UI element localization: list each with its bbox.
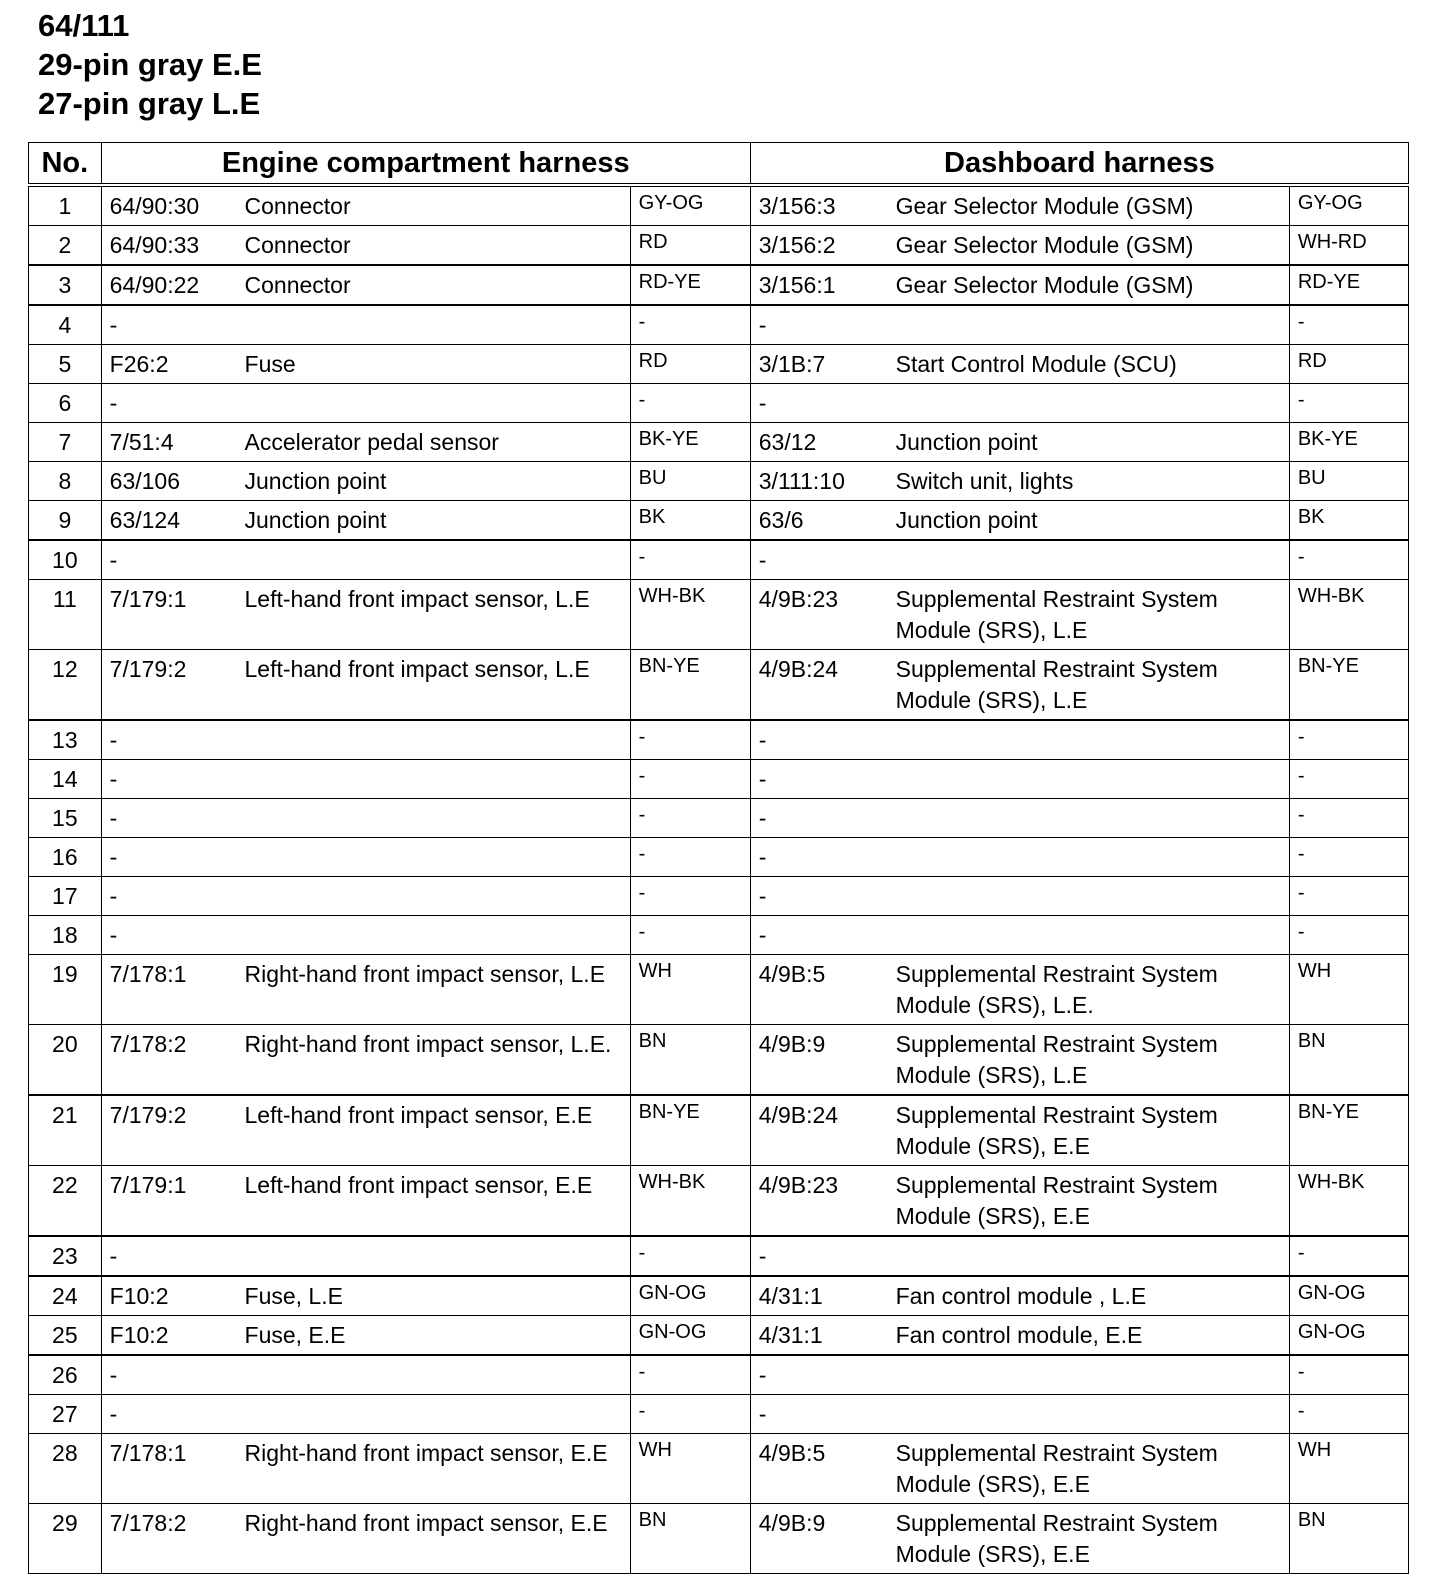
table-row xyxy=(29,916,1409,955)
dashboard-wire-color: WH xyxy=(1289,1434,1408,1504)
engine-ref: - xyxy=(101,1236,244,1276)
dashboard-ref: 3/156:1 xyxy=(750,265,895,305)
dashboard-description xyxy=(896,877,1290,916)
engine-ref: 7/179:2 xyxy=(101,650,244,721)
engine-wire-color: - xyxy=(630,1355,750,1395)
engine-wire-color: - xyxy=(630,540,750,580)
engine-description: Left-hand front impact sensor, L.E xyxy=(245,650,631,721)
table-row xyxy=(29,1166,1409,1237)
dashboard-ref: 4/9B:23 xyxy=(750,580,895,650)
dashboard-wire-color: BK-YE xyxy=(1289,423,1408,462)
dashboard-wire-color: - xyxy=(1289,1395,1408,1434)
engine-ref: 64/90:22 xyxy=(101,265,244,305)
dashboard-wire-color: GY-OG xyxy=(1289,185,1408,226)
engine-ref: - xyxy=(101,1355,244,1395)
dashboard-description xyxy=(896,838,1290,877)
pin-number: 5 xyxy=(29,345,102,384)
dashboard-ref: 63/6 xyxy=(750,501,895,541)
dashboard-description xyxy=(896,384,1290,423)
table-row xyxy=(29,226,1409,266)
dashboard-ref: 4/31:1 xyxy=(750,1276,895,1316)
dashboard-ref: 4/9B:24 xyxy=(750,1095,895,1166)
table-row xyxy=(29,305,1409,345)
dashboard-wire-color: - xyxy=(1289,877,1408,916)
engine-wire-color: - xyxy=(630,1395,750,1434)
pin-number: 8 xyxy=(29,462,102,501)
dashboard-wire-color: - xyxy=(1289,838,1408,877)
dashboard-ref: 4/31:1 xyxy=(750,1316,895,1356)
dashboard-description xyxy=(896,720,1290,760)
dashboard-ref: - xyxy=(750,720,895,760)
engine-wire-color: - xyxy=(630,877,750,916)
dashboard-ref: - xyxy=(750,384,895,423)
table-row xyxy=(29,1095,1409,1166)
table-row xyxy=(29,1504,1409,1574)
engine-description: Left-hand front impact sensor, L.E xyxy=(245,580,631,650)
engine-ref: F10:2 xyxy=(101,1276,244,1316)
pin-number: 7 xyxy=(29,423,102,462)
dashboard-wire-color: - xyxy=(1289,540,1408,580)
table-row xyxy=(29,580,1409,650)
engine-description xyxy=(245,1236,631,1276)
engine-ref: - xyxy=(101,760,244,799)
dashboard-ref: - xyxy=(750,1236,895,1276)
dashboard-ref: - xyxy=(750,1355,895,1395)
dashboard-ref: 3/156:2 xyxy=(750,226,895,266)
engine-description: Connector xyxy=(245,185,631,226)
dashboard-wire-color: WH-BK xyxy=(1289,580,1408,650)
engine-wire-color: BN xyxy=(630,1025,750,1096)
engine-wire-color: BN xyxy=(630,1504,750,1574)
dashboard-ref: 4/9B:24 xyxy=(750,650,895,721)
dashboard-wire-color: - xyxy=(1289,1236,1408,1276)
pin-number: 15 xyxy=(29,799,102,838)
connector-variant-ee: 29-pin gray E.E xyxy=(38,47,262,82)
pin-number: 9 xyxy=(29,501,102,541)
table-row xyxy=(29,720,1409,760)
dashboard-ref: 4/9B:9 xyxy=(750,1025,895,1096)
table-row xyxy=(29,799,1409,838)
engine-description: Connector xyxy=(245,226,631,266)
engine-wire-color: - xyxy=(630,720,750,760)
engine-wire-color: - xyxy=(630,384,750,423)
engine-wire-color: BN-YE xyxy=(630,650,750,721)
dashboard-description: Fan control module , L.E xyxy=(896,1276,1290,1316)
connector-id: 64/111 xyxy=(38,8,130,43)
pin-number: 6 xyxy=(29,384,102,423)
dashboard-description xyxy=(896,916,1290,955)
engine-wire-color: BN-YE xyxy=(630,1095,750,1166)
connector-title xyxy=(38,6,262,123)
table-row xyxy=(29,185,1409,226)
table-body xyxy=(29,185,1409,1574)
engine-description: Connector xyxy=(245,265,631,305)
dashboard-description: Supplemental Restraint System Module (SRS), L.E. xyxy=(896,955,1290,1025)
engine-wire-color: WH xyxy=(630,1434,750,1504)
pin-number: 18 xyxy=(29,916,102,955)
engine-description xyxy=(245,916,631,955)
engine-description: Right-hand front impact sensor, E.E xyxy=(245,1504,631,1574)
pin-number: 20 xyxy=(29,1025,102,1096)
pin-number: 12 xyxy=(29,650,102,721)
engine-description: Left-hand front impact sensor, E.E xyxy=(245,1166,631,1237)
dashboard-wire-color: RD xyxy=(1289,345,1408,384)
dashboard-ref: - xyxy=(750,799,895,838)
dashboard-wire-color: BK xyxy=(1289,501,1408,541)
dashboard-wire-color: RD-YE xyxy=(1289,265,1408,305)
engine-description: Junction point xyxy=(245,462,631,501)
table-row xyxy=(29,1236,1409,1276)
engine-description xyxy=(245,799,631,838)
pin-number: 1 xyxy=(29,185,102,226)
engine-ref: 7/178:2 xyxy=(101,1504,244,1574)
engine-wire-color: GN-OG xyxy=(630,1316,750,1356)
dashboard-wire-color: - xyxy=(1289,916,1408,955)
engine-ref: 7/178:1 xyxy=(101,955,244,1025)
table-row xyxy=(29,838,1409,877)
dashboard-description xyxy=(896,540,1290,580)
engine-description xyxy=(245,760,631,799)
engine-ref: - xyxy=(101,1395,244,1434)
dashboard-wire-color: WH xyxy=(1289,955,1408,1025)
pin-number: 25 xyxy=(29,1316,102,1356)
engine-wire-color: - xyxy=(630,1236,750,1276)
pin-number: 10 xyxy=(29,540,102,580)
table-row xyxy=(29,1025,1409,1096)
engine-wire-color: - xyxy=(630,760,750,799)
pin-number: 16 xyxy=(29,838,102,877)
table-row xyxy=(29,650,1409,721)
dashboard-description xyxy=(896,1395,1290,1434)
engine-description xyxy=(245,877,631,916)
dashboard-wire-color: - xyxy=(1289,799,1408,838)
dashboard-description: Supplemental Restraint System Module (SRS), E.E xyxy=(896,1095,1290,1166)
dashboard-wire-color: GN-OG xyxy=(1289,1276,1408,1316)
dashboard-ref: 3/156:3 xyxy=(750,185,895,226)
engine-description xyxy=(245,540,631,580)
table-row xyxy=(29,1276,1409,1316)
engine-ref: F10:2 xyxy=(101,1316,244,1356)
engine-ref: 7/179:1 xyxy=(101,1166,244,1237)
engine-ref: - xyxy=(101,384,244,423)
dashboard-ref: - xyxy=(750,877,895,916)
pinout-table xyxy=(28,142,1409,1574)
engine-ref: - xyxy=(101,720,244,760)
pin-number: 23 xyxy=(29,1236,102,1276)
pin-number: 3 xyxy=(29,265,102,305)
dashboard-description: Gear Selector Module (GSM) xyxy=(896,185,1290,226)
engine-ref: 63/124 xyxy=(101,501,244,541)
engine-description: Left-hand front impact sensor, E.E xyxy=(245,1095,631,1166)
dashboard-description: Supplemental Restraint System Module (SRS), E.E xyxy=(896,1504,1290,1574)
pin-number: 28 xyxy=(29,1434,102,1504)
table-row xyxy=(29,384,1409,423)
pin-number: 11 xyxy=(29,580,102,650)
pin-number: 19 xyxy=(29,955,102,1025)
engine-description: Right-hand front impact sensor, L.E. xyxy=(245,1025,631,1096)
engine-description xyxy=(245,1355,631,1395)
dashboard-ref: - xyxy=(750,760,895,799)
table-row xyxy=(29,1355,1409,1395)
engine-ref: - xyxy=(101,877,244,916)
engine-wire-color: GY-OG xyxy=(630,185,750,226)
engine-wire-color: WH-BK xyxy=(630,1166,750,1237)
dashboard-ref: - xyxy=(750,916,895,955)
engine-wire-color: WH-BK xyxy=(630,580,750,650)
table-row xyxy=(29,1434,1409,1504)
engine-ref: - xyxy=(101,838,244,877)
dashboard-description xyxy=(896,799,1290,838)
dashboard-ref: 4/9B:5 xyxy=(750,1434,895,1504)
dashboard-wire-color: - xyxy=(1289,384,1408,423)
dashboard-wire-color: WH-RD xyxy=(1289,226,1408,266)
dashboard-ref: 63/12 xyxy=(750,423,895,462)
dashboard-description: Gear Selector Module (GSM) xyxy=(896,265,1290,305)
engine-ref: - xyxy=(101,540,244,580)
dashboard-description xyxy=(896,1355,1290,1395)
dashboard-description: Gear Selector Module (GSM) xyxy=(896,226,1290,266)
engine-description: Fuse, L.E xyxy=(245,1276,631,1316)
column-header-no: No. xyxy=(29,143,102,186)
engine-description: Right-hand front impact sensor, L.E xyxy=(245,955,631,1025)
dashboard-ref: - xyxy=(750,1395,895,1434)
dashboard-description: Start Control Module (SCU) xyxy=(896,345,1290,384)
dashboard-description: Switch unit, lights xyxy=(896,462,1290,501)
engine-ref: 7/179:1 xyxy=(101,580,244,650)
engine-description: Right-hand front impact sensor, E.E xyxy=(245,1434,631,1504)
engine-ref: - xyxy=(101,916,244,955)
engine-ref: 7/51:4 xyxy=(101,423,244,462)
engine-wire-color: RD xyxy=(630,226,750,266)
table-row xyxy=(29,462,1409,501)
engine-ref: 64/90:33 xyxy=(101,226,244,266)
dashboard-ref: 3/1B:7 xyxy=(750,345,895,384)
dashboard-wire-color: - xyxy=(1289,305,1408,345)
engine-ref: 63/106 xyxy=(101,462,244,501)
pin-number: 17 xyxy=(29,877,102,916)
dashboard-ref: - xyxy=(750,305,895,345)
dashboard-ref: 4/9B:9 xyxy=(750,1504,895,1574)
pin-number: 26 xyxy=(29,1355,102,1395)
table-row xyxy=(29,1316,1409,1356)
dashboard-wire-color: BU xyxy=(1289,462,1408,501)
dashboard-description: Supplemental Restraint System Module (SRS), L.E xyxy=(896,580,1290,650)
table-header-row xyxy=(29,143,1409,186)
engine-ref: F26:2 xyxy=(101,345,244,384)
dashboard-description: Supplemental Restraint System Module (SRS), L.E xyxy=(896,650,1290,721)
dashboard-ref: - xyxy=(750,540,895,580)
pin-number: 27 xyxy=(29,1395,102,1434)
pin-number: 4 xyxy=(29,305,102,345)
pin-number: 13 xyxy=(29,720,102,760)
dashboard-description xyxy=(896,1236,1290,1276)
engine-ref: - xyxy=(101,305,244,345)
dashboard-ref: 3/111:10 xyxy=(750,462,895,501)
table-row xyxy=(29,345,1409,384)
engine-description: Fuse, E.E xyxy=(245,1316,631,1356)
table-row xyxy=(29,540,1409,580)
engine-ref: 64/90:30 xyxy=(101,185,244,226)
engine-wire-color: - xyxy=(630,838,750,877)
engine-wire-color: WH xyxy=(630,955,750,1025)
column-header-dashboard: Dashboard harness xyxy=(750,143,1408,186)
dashboard-description: Supplemental Restraint System Module (SRS), E.E xyxy=(896,1166,1290,1237)
engine-ref: 7/179:2 xyxy=(101,1095,244,1166)
pin-number: 24 xyxy=(29,1276,102,1316)
dashboard-description: Junction point xyxy=(896,423,1290,462)
table-row xyxy=(29,955,1409,1025)
dashboard-description: Fan control module, E.E xyxy=(896,1316,1290,1356)
engine-wire-color: RD xyxy=(630,345,750,384)
dashboard-description xyxy=(896,305,1290,345)
pin-number: 14 xyxy=(29,760,102,799)
engine-wire-color: RD-YE xyxy=(630,265,750,305)
engine-description xyxy=(245,305,631,345)
dashboard-description: Junction point xyxy=(896,501,1290,541)
dashboard-wire-color: BN-YE xyxy=(1289,1095,1408,1166)
engine-ref: - xyxy=(101,799,244,838)
engine-wire-color: BK xyxy=(630,501,750,541)
dashboard-description: Supplemental Restraint System Module (SRS), L.E xyxy=(896,1025,1290,1096)
engine-wire-color: - xyxy=(630,916,750,955)
engine-description: Accelerator pedal sensor xyxy=(245,423,631,462)
pin-number: 22 xyxy=(29,1166,102,1237)
engine-description: Junction point xyxy=(245,501,631,541)
pin-number: 2 xyxy=(29,226,102,266)
dashboard-wire-color: GN-OG xyxy=(1289,1316,1408,1356)
dashboard-description xyxy=(896,760,1290,799)
table-row xyxy=(29,877,1409,916)
dashboard-description: Supplemental Restraint System Module (SRS), E.E xyxy=(896,1434,1290,1504)
dashboard-ref: 4/9B:23 xyxy=(750,1166,895,1237)
connector-variant-le: 27-pin gray L.E xyxy=(38,86,261,121)
dashboard-wire-color: - xyxy=(1289,720,1408,760)
engine-ref: 7/178:2 xyxy=(101,1025,244,1096)
engine-wire-color: - xyxy=(630,799,750,838)
engine-description xyxy=(245,720,631,760)
dashboard-ref: 4/9B:5 xyxy=(750,955,895,1025)
dashboard-wire-color: - xyxy=(1289,1355,1408,1395)
engine-description: Fuse xyxy=(245,345,631,384)
column-header-engine: Engine compartment harness xyxy=(101,143,750,186)
engine-wire-color: GN-OG xyxy=(630,1276,750,1316)
engine-wire-color: BU xyxy=(630,462,750,501)
table-row xyxy=(29,501,1409,541)
dashboard-ref: - xyxy=(750,838,895,877)
table-row xyxy=(29,760,1409,799)
dashboard-wire-color: WH-BK xyxy=(1289,1166,1408,1237)
engine-ref: 7/178:1 xyxy=(101,1434,244,1504)
dashboard-wire-color: - xyxy=(1289,760,1408,799)
engine-wire-color: BK-YE xyxy=(630,423,750,462)
dashboard-wire-color: BN-YE xyxy=(1289,650,1408,721)
dashboard-wire-color: BN xyxy=(1289,1504,1408,1574)
table-row xyxy=(29,1395,1409,1434)
pin-number: 21 xyxy=(29,1095,102,1166)
engine-description xyxy=(245,1395,631,1434)
engine-description xyxy=(245,384,631,423)
pin-number: 29 xyxy=(29,1504,102,1574)
table-row xyxy=(29,423,1409,462)
dashboard-wire-color: BN xyxy=(1289,1025,1408,1096)
engine-description xyxy=(245,838,631,877)
engine-wire-color: - xyxy=(630,305,750,345)
table-row xyxy=(29,265,1409,305)
